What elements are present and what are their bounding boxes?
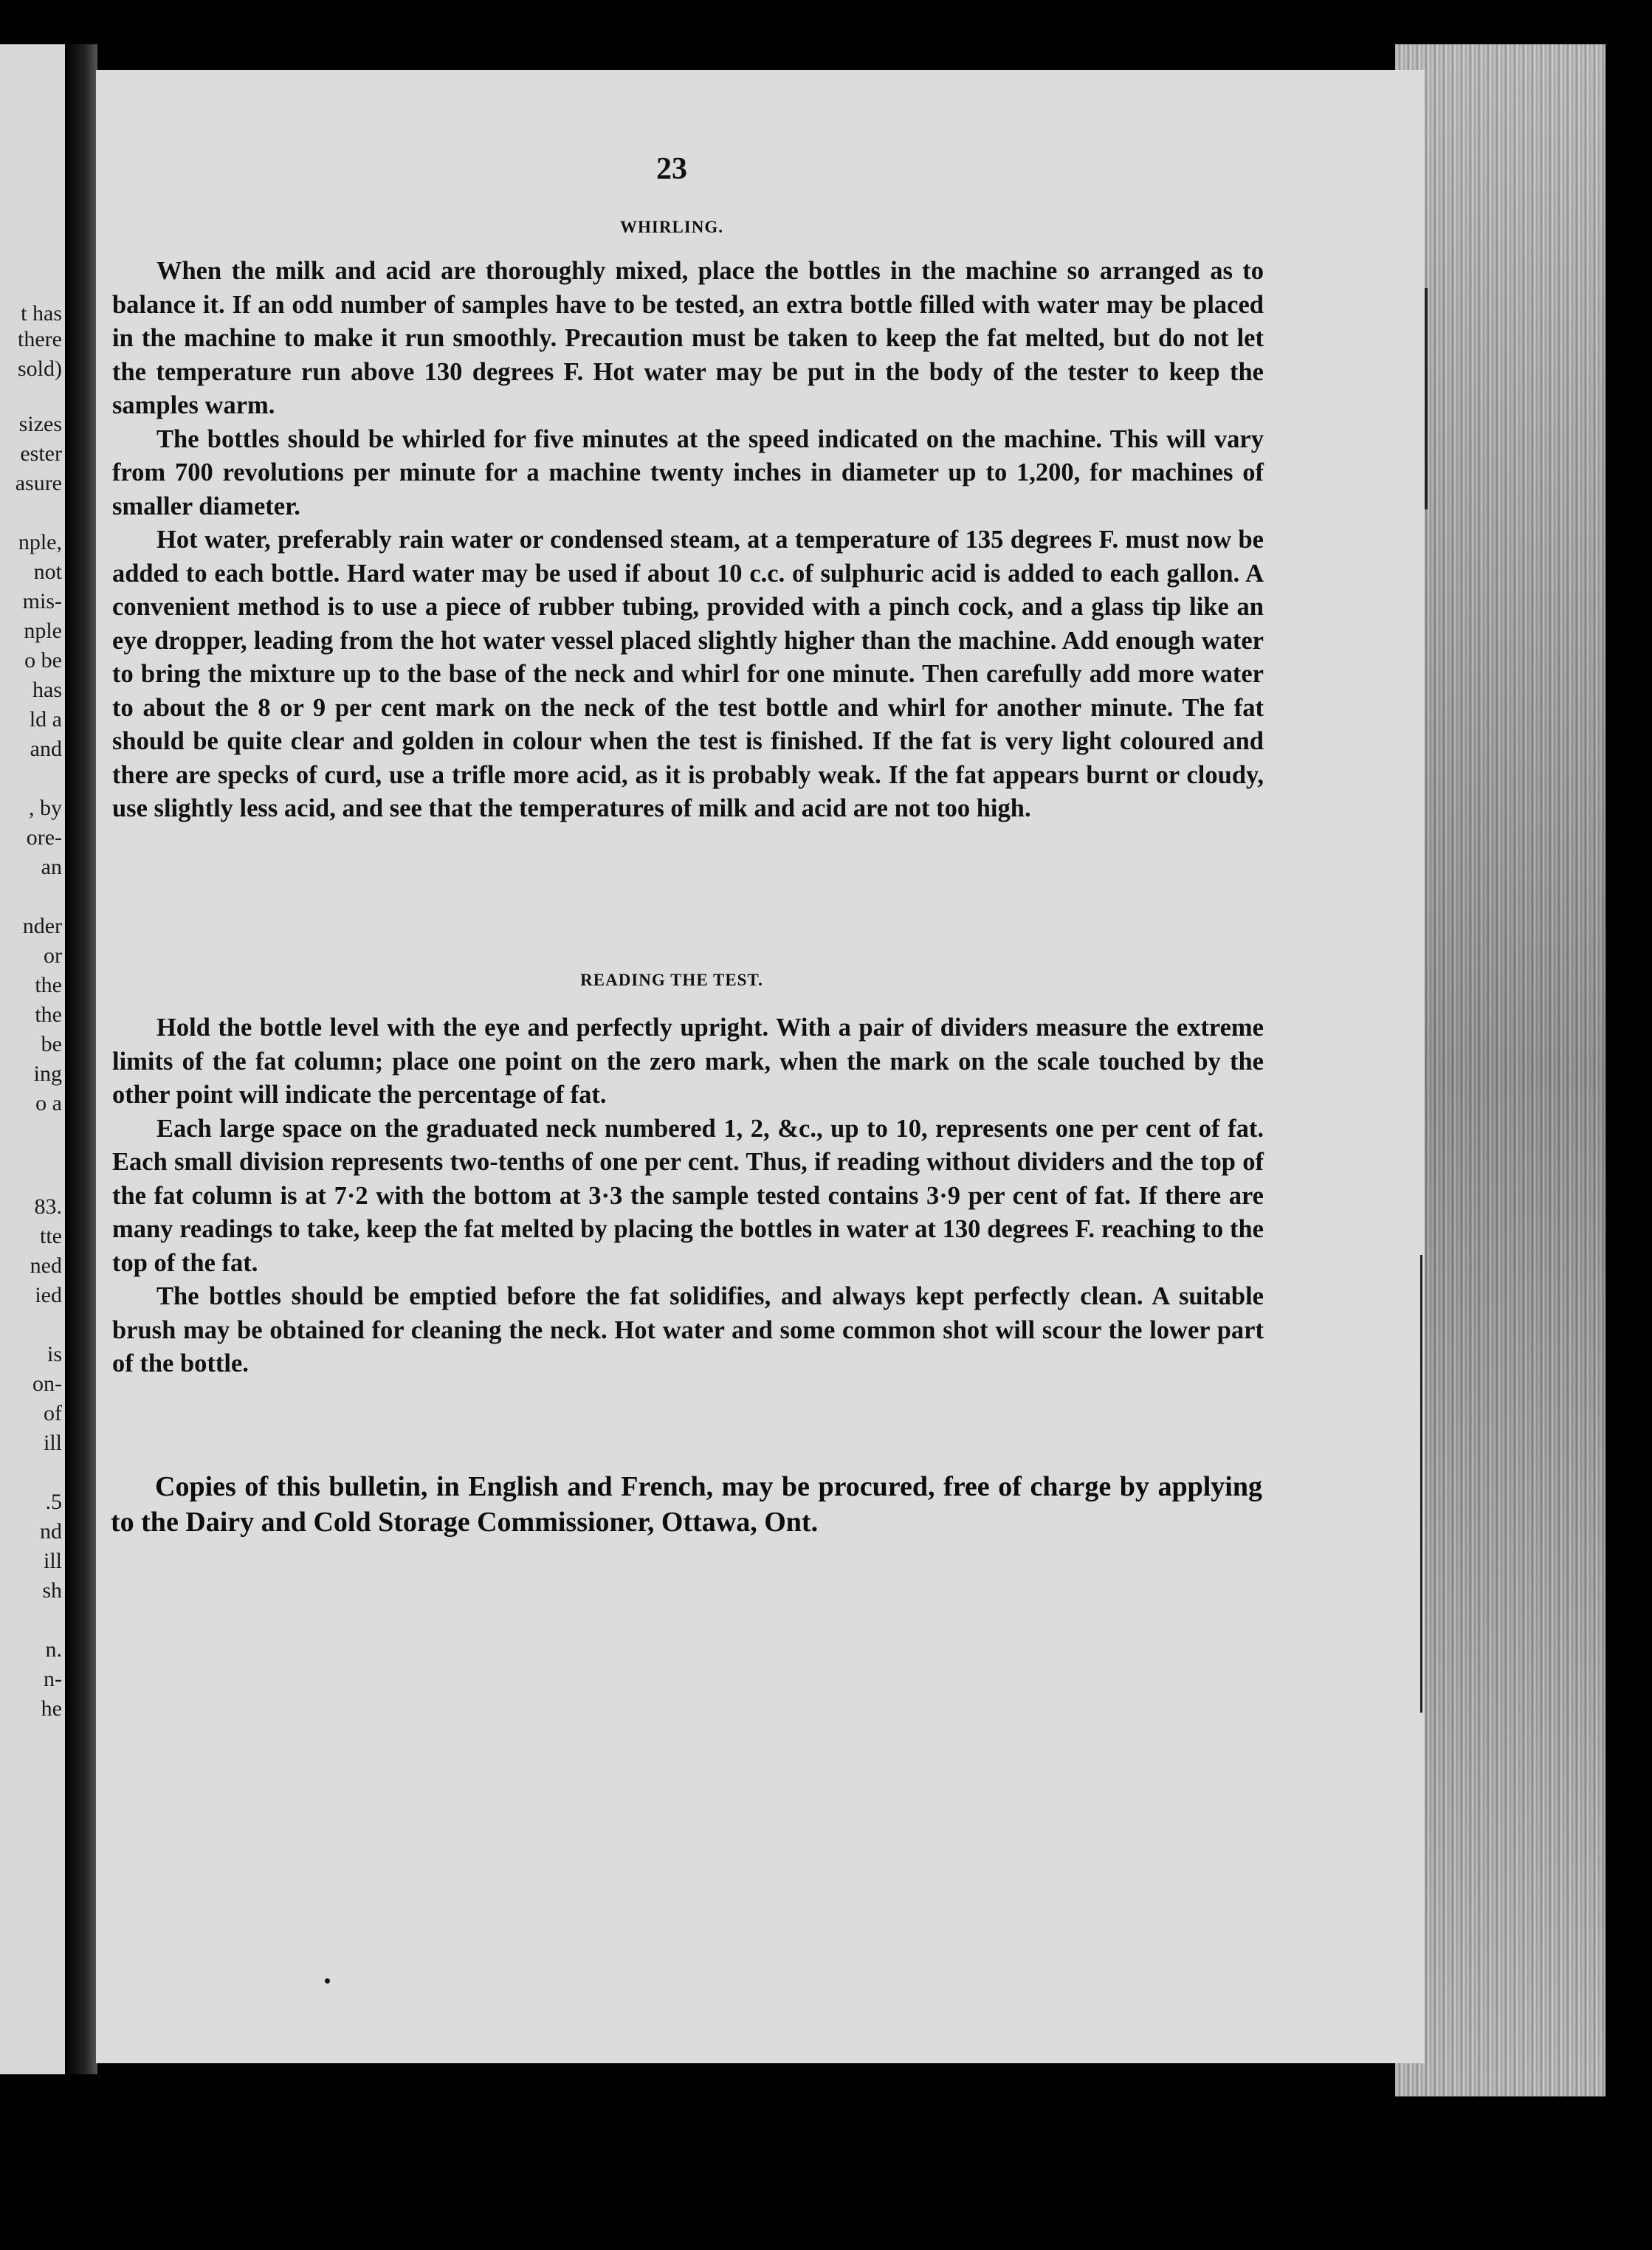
book-page (96, 70, 1425, 2063)
left-page-text-fragment: , by (29, 796, 62, 820)
left-page-text-fragment: sh (42, 1578, 62, 1603)
left-page-text-fragment: nple (24, 619, 62, 643)
left-page-text-fragment: is (47, 1342, 62, 1366)
left-page-text-fragment: sizes (18, 412, 62, 436)
section-body-reading-the-test (112, 1011, 1264, 1381)
left-page-text-fragment: ester (20, 441, 62, 466)
left-page-text-fragment: 83. (34, 1194, 62, 1219)
section-heading-reading-the-test: READING THE TEST. (580, 971, 763, 989)
left-facing-page-strip (0, 44, 65, 2074)
left-page-text-fragment: has (32, 678, 62, 702)
left-page-text-fragment: n- (44, 1667, 62, 1691)
left-page-text-fragment: nple, (18, 530, 62, 554)
left-page-text-fragment: ing (33, 1062, 62, 1086)
left-page-text-fragment: or (44, 943, 62, 968)
left-page-text-fragment: nd (40, 1519, 62, 1544)
left-page-text-fragment: nder (22, 914, 62, 938)
section-heading-whirling: WHIRLING. (620, 218, 723, 236)
left-page-text-fragment: t has (21, 301, 62, 326)
section-body-whirling (112, 255, 1264, 826)
page-number: 23 (656, 152, 687, 186)
left-page-text-fragment: n. (45, 1637, 62, 1662)
left-page-text-fragment: .5 (45, 1490, 62, 1514)
paragraph: Hot water, preferably rain water or condensed steam, at a temperature of 135 degrees F. must now be added to each bottle. Hard water may be used if about 10 c.c. of sulphuric acid is added to each gallon. A convenient method is to use a piece of rubber tubing, provided with a pinch cock, and a glass tip like an eye dropper, leading from the hot water vessel placed slightly higher than the machine. Add enough water to bring the mixture up to the base of the neck and whirl for one minute. Then carefully add more water to about the 8 or 9 per cent mark on the neck of the test bottle and whirl for another minute. The fat should be quite clear and golden in colour when the test is finished. If the fat is very light coloured and there are specks of curd, use a trifle more acid, as it is probably weak. If the fat appears burnt or cloudy, use slightly less acid, and see that the temperatures of milk and acid are not too high. (112, 526, 1264, 822)
left-page-text-fragment: tte (40, 1224, 62, 1248)
left-page-text-fragment: on- (32, 1372, 62, 1396)
left-page-text-fragment: an (41, 855, 62, 879)
left-page-text-fragment: ld a (29, 707, 62, 732)
paragraph: Each large space on the graduated neck numbered 1, 2, &c., up to 10, represents one per cent of fat. Each small division represents two-tenths of one per cent. Thus, if reading without dividers and the top of the fat column is at 7·2 with the bottom at 3·3 the sample tested contains 3·9 per cent of fat. If there are many readings to take, keep the fat melted by placing the bottles in water at 130 degrees F. reaching to the top of the fat. (112, 1114, 1264, 1277)
paragraph: Hold the bottle level with the eye and perfectly upright. With a pair of dividers measure the extreme limits of the fat column; place one point on the zero mark, when the mark on the scale touched by the other point will indicate the percentage of fat. (112, 1014, 1264, 1109)
paragraph: The bottles should be whirled for five minutes at the speed indicated on the machine. This will vary from 700 revolutions per minute for a machine twenty inches in diameter up to 1,200, for machines of smaller diameter. (112, 424, 1264, 520)
book-gutter-shadow (65, 44, 97, 2074)
left-page-text-fragment: asure (15, 471, 62, 495)
paragraph: The bottles should be emptied before the fat solidifies, and always kept perfectly clean. A suitable brush may be obtained for cleaning the neck. Hot water and some common shot will scour the lower part of the bottle. (112, 1282, 1264, 1377)
ink-speck (325, 1978, 330, 1984)
left-page-text-fragment: ned (30, 1253, 62, 1278)
left-page-text-fragment: ill (43, 1431, 62, 1455)
left-page-text-fragment: be (41, 1032, 62, 1056)
left-page-text-fragment: there (18, 327, 62, 351)
left-page-text-fragment: sold) (18, 357, 62, 381)
right-page-edges (1395, 44, 1605, 2096)
left-page-text-fragment: he (41, 1696, 62, 1721)
closing-notice-text: Copies of this bulletin, in English and French, may be procured, free of charge by applying to the Dairy and Cold Storage Commissioner, Ottawa, Ont. (111, 1471, 1262, 1538)
left-page-text-fragment: mis- (22, 589, 62, 613)
left-page-text-fragment: ill (43, 1549, 62, 1573)
left-page-text-fragment: the (35, 1002, 62, 1027)
paragraph: When the milk and acid are thoroughly mixed, place the bottles in the machine so arranged as to balance it. If an odd number of samples have to be tested, an extra bottle filled with water may be placed in the machine to make it run smoothly. Precaution must be taken to keep the fat melted, but do not let the temperature run above 130 degrees F. Hot water may be put in the body of the tester to keep the samples warm. (112, 257, 1264, 419)
left-page-text-fragment: not (33, 560, 62, 584)
left-page-text-fragment: o be (24, 648, 62, 672)
left-page-text-fragment: the (35, 973, 62, 997)
closing-notice (111, 1469, 1262, 1540)
edge-mark (1425, 288, 1428, 509)
left-page-text-fragment: ore- (26, 825, 62, 850)
left-page-text-fragment: o a (35, 1091, 62, 1115)
left-page-text-fragment: of (44, 1401, 62, 1425)
edge-mark (1420, 1255, 1422, 1713)
left-page-text-fragment: and (30, 737, 62, 761)
left-page-text-fragment: ied (35, 1283, 62, 1307)
